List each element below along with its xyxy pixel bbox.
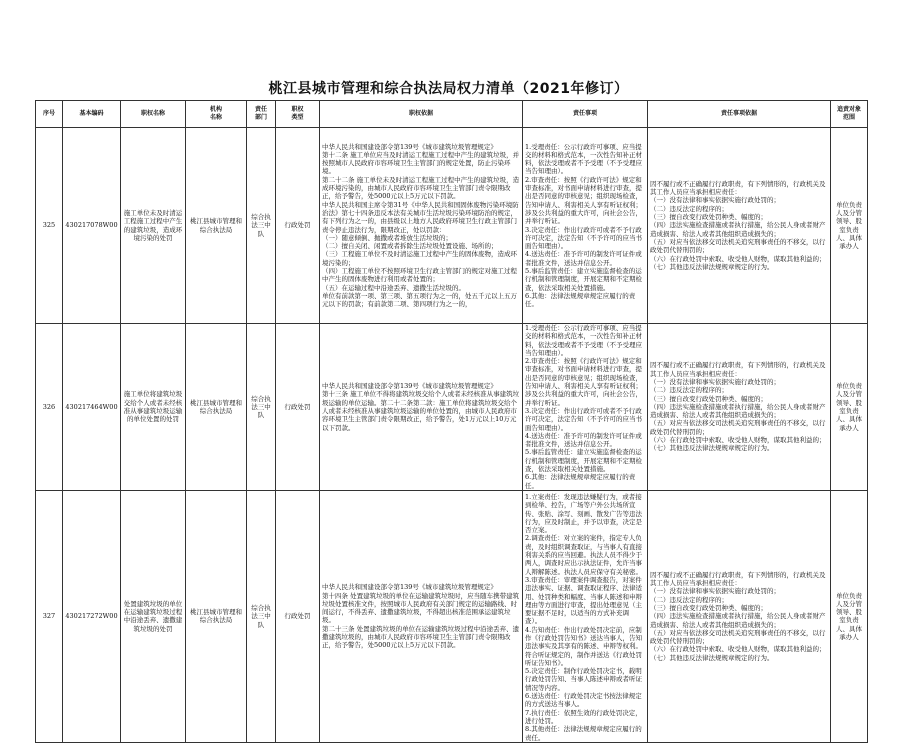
header-resp-basis: 责任事项依据	[648, 101, 831, 128]
row-no: 326	[36, 324, 63, 491]
header-scope: 追责对象 范围	[831, 101, 868, 128]
header-type: 职权 类型	[276, 101, 320, 128]
row-type: 行政处罚	[276, 324, 320, 491]
resp-basis-line: （二）违反法定的程序的；	[650, 595, 728, 604]
resp-basis-line: （四）违法实施检查措施或者执行措施，给公民人身或者财产造成损害、给法人或者其他组织造成损失的；	[650, 612, 826, 629]
row-no: 327	[36, 490, 63, 742]
resp-line: 6.送达责任：行政处罚决定书按法律规定的方式送达当事人。	[525, 692, 642, 709]
resp-line: 4.送达责任：准予许可的制发许可证件或者批准文件，送达并信息公开。	[525, 431, 642, 449]
row-scope: 单位负责人及分管领导、股室负责人、具体承办人	[831, 490, 868, 742]
row-resp-basis	[648, 490, 831, 742]
basis-line: （三）工程施工单位不及时清运施工过程中产生的固体废物，造成环境污染的；	[322, 250, 517, 267]
row-resp-basis	[648, 128, 831, 324]
header-name: 职权名称	[121, 101, 186, 128]
row-org: 桃江县城市管理和综合执法局	[186, 490, 247, 742]
resp-basis-line: 因不履行或不正确履行行政职责，有下列情形的，行政机关及其工作人员应当承担相应责任：	[650, 361, 826, 378]
basis-line: 第十三条 施工单位不得将建筑垃圾交给个人或者未经核准从事建筑垃圾运输的单位运输。第二十二条第二款：施工单位将建筑垃圾交给个人或者未经核准从事建筑垃圾运输的单位处置的，由城市人民政府市容环境卫生主管部门责令限期改正，给予警告，处1万元以上10万元以下罚款。	[322, 390, 520, 432]
table-row	[36, 490, 868, 742]
resp-basis-line: （七）其他违反法律法规规章规定的行为。	[650, 262, 774, 271]
row-scope: 单位负责人及分管领导、股室负责人、具体承办人	[831, 324, 868, 491]
resp-line: 3.决定责任：作出行政许可或者不予行政许可决定，法定告知（不予许可的应当书面告知理由）。	[525, 225, 642, 251]
resp-line: 2.审查责任：按照《行政许可法》规定和审查标准，对书面申请材料进行审查，提出是否同意的审核意见；组织现场检查，告知申请人、利害相关人享有听证权利；涉及公共利益的重大许可，向社会公告，并举行听证。	[525, 175, 642, 226]
basis-line: 第二十二条 施工单位未及时清运工程施工过程中产生的建筑垃圾，造成环境污染的，由城市人民政府市容环境卫生主管部门责令限期改正，给予警告，处5000元以上5万元以下罚款。	[322, 175, 520, 201]
resp-basis-line: （六）在行政处罚中索取、收受他人财物，谋取其他利益的；	[650, 645, 826, 654]
resp-basis-line: （一）没有法律和事实依据实施行政处罚的；	[650, 377, 780, 386]
row-org: 桃江县城市管理和综合执法局	[186, 128, 247, 324]
row-name: 施工单位未及时清运工程施工过程中产生的建筑垃圾，造成环境污染的处罚	[121, 128, 186, 324]
resp-line: 8.其他责任：法律法规规章规定应履行的责任。	[525, 725, 642, 742]
header-no: 序号	[36, 101, 63, 128]
basis-line: 第十二条 施工单位应当及时清运工程施工过程中产生的建筑垃圾，并按照城市人民政府市容环境卫生主管部门的规定处置，防止污染环境。	[322, 150, 520, 176]
resp-basis-line: （四）违法实施检查措施或者执行措施，给公民人身或者财产造成损害、给法人或者其他组织造成损失的；	[650, 221, 826, 238]
header-dept: 责任 部门	[247, 101, 276, 128]
resp-line: 7.执行责任：依照生效的行政处罚决定，进行处罚。	[525, 708, 642, 725]
resp-line: 3.决定责任：作出行政许可或者不予行政许可决定，法定告知（不予许可的应当书面告知理由）。	[525, 406, 642, 432]
resp-line: 4.送达责任：准予许可的制发许可证件或者批准文件，送达并信息公开。	[525, 250, 642, 267]
row-resp-basis	[648, 324, 831, 491]
row-code: 430217078W00	[63, 128, 121, 324]
basis-line: （一）随意倾倒、抛撒或者堆放生活垃圾的；	[322, 233, 452, 242]
basis-line: （四）工程施工单位不按照环境卫生行政主管部门的规定对施工过程中产生的固体废物进行利用或者处置的；	[322, 266, 517, 284]
page-title: 桃江县城市管理和综合执法局权力清单（2021年修订）	[268, 81, 629, 97]
basis-line: 中华人民共和国主席令第31号《中华人民共和国固体废物污染环境防治法》第七十四条违反本法有关城市生活垃圾污染环境防治的规定，有下列行为之一的，由县级以上地方人民政府环境卫生行政主管部门责令停止违法行为，限期改正，处以罚款：	[322, 200, 519, 234]
row-code: 430217272W00	[63, 490, 121, 742]
resp-basis-line: （一）没有法律和事实依据实施行政处罚的；	[650, 196, 780, 205]
basis-line: 中华人民共和国建设部令第139号《城市建筑垃圾管理规定》	[322, 142, 497, 151]
resp-basis-line: （四）违法实施检查措施或者执行措施，给公民人身或者财产造成损害、给法人或者其他组织造成损失的；	[650, 402, 826, 420]
row-dept: 综合执法三中队	[247, 490, 276, 742]
resp-line: 5.事后监管责任：建立实施监督检查的运行机制和管理制度，开展定期和不定期检查，依法采取相关处置措施。	[525, 448, 642, 474]
resp-line: 1.受理责任：公示行政许可事项、应当提交的材料和格式范本，一次性告知补正材料，依法受理或者不予受理（不予受理应当告知理由）。	[525, 324, 642, 357]
resp-line: 5.决定责任：制作行政处罚决定书，载明行政处罚告知、当事人陈述申辩或者听证情况等内容。	[525, 667, 642, 692]
row-type: 行政处罚	[276, 128, 320, 324]
header-org: 机构 名称	[186, 101, 247, 128]
resp-line: 4.告知责任：作出行政处罚决定前，应制作《行政处罚告知书》送达当事人，告知违法事实及其享有的陈述、申辩等权利。符合听证规定的，制作并送达《行政处罚听证告知书》。	[525, 625, 642, 667]
row-type: 行政处罚	[276, 490, 320, 742]
resp-basis-line: （三）擅自改变行政处罚种类、幅度的；	[650, 394, 767, 403]
resp-line: 2.调查责任：对立案的案件，指定专人负责，及时组织调查取证，与当事人有直接利害关系的应当回避。执法人员不得少于两人，调查时应出示执法证件，允许当事人辩解陈述。执法人员应保守有关秘密。	[525, 534, 642, 576]
resp-basis-line: （七）其他违反法律法规规章规定的行为。	[650, 653, 774, 662]
resp-line: 2.审查责任：按照《行政许可法》规定和审查标准，对书面申请材料进行审查，提出是否同意的审核意见；组织现场检查，告知申请人、利害相关人享有听证权利；涉及公共利益的重大许可，向社会公告，并举行听证。	[525, 357, 642, 407]
resp-line: 5.事后监管责任：建立实施监督检查的运行机制和管理制度，开展定期和不定期检查，依法采取相关处置措施。	[525, 266, 642, 292]
resp-basis-line: 因不履行或不正确履行行政职责，有下列情形的，行政机关及其工作人员应当承担相应责任：	[650, 570, 826, 588]
row-resp	[523, 490, 648, 742]
basis-line: 中华人民共和国建设部令第139号《城市建筑垃圾管理规定》	[322, 382, 497, 391]
row-code: 430217464W00	[63, 324, 121, 491]
resp-basis-line: （六）在行政处罚中索取、收受他人财物，谋取其他利益的；	[650, 254, 826, 263]
row-org: 桃江县城市管理和综合执法局	[186, 324, 247, 491]
basis-line: （二）擅自关闭、闲置或者拆除生活垃圾处置设施、场所的；	[322, 242, 498, 251]
row-no: 325	[36, 128, 63, 324]
row-scope: 单位负责人及分管领导、股室负责人、具体承办人	[831, 128, 868, 324]
basis-line: 单位有前款第一项、第三项、第五项行为之一的，处五千元以上五万元以下的罚款；有前款第二项、第四项行为之一的，	[322, 291, 517, 309]
resp-basis-line: 因不履行或不正确履行行政职责，有下列情形的，行政机关及其工作人员应当承担相应责任：	[650, 179, 826, 197]
resp-line: 1.立案责任：发现违法嫌疑行为，或者接到检举、控告，广场等户外公共场所宣传、张贴、涂写、刻画、散发广告等违法行为，应及时制止，并予以审查，决定是否立案。	[525, 492, 642, 535]
resp-line: 6.其他：法律法规规章规定应履行的责任。	[525, 473, 636, 490]
table-row	[36, 128, 868, 324]
row-basis	[320, 324, 523, 491]
basis-line: （五）在运输过程中沿途丢弃、遗撒生活垃圾的。	[322, 283, 465, 292]
resp-line: 3.审查责任：审理案件调查报告，对案件违法事实、证据、调查取证程序、法律适用、处罚种类和幅度、当事人陈述和申辩理由等方面进行审查，提出处理意见（主要证据不足时，以适当的方式补充调查）。	[525, 575, 642, 626]
basis-line: 第二十三条 处置建筑垃圾的单位在运输建筑垃圾过程中沿途丢弃、遗撒建筑垃圾的，由城市人民政府市容环境卫生主管部门责令限期改正，给予警告，处5000元以上5万元以下罚款。	[322, 624, 520, 650]
basis-line: 第十四条 处置建筑垃圾的单位在运输建筑垃圾时，应当随车携带建筑垃圾处置核准文件，按照城市人民政府有关部门规定的运输路线、时间运行，不得丢弃、遗撒建筑垃圾，不得超出核准范围承运建筑垃圾。	[322, 591, 520, 625]
resp-basis-line: （二）违反法定的程序的；	[650, 204, 728, 213]
header-basis: 职权依据	[320, 101, 523, 128]
resp-basis-line: （六）在行政处罚中索取、收受他人财物，谋取其他利益的；	[650, 436, 826, 444]
table-header-row	[36, 101, 868, 128]
row-basis	[320, 490, 523, 742]
row-resp	[523, 128, 648, 324]
basis-line: 中华人民共和国建设部令第139号《城市建筑垃圾管理规定》	[322, 583, 497, 592]
resp-line: 6.其他：法律法规规章规定应履行的责任。	[525, 291, 636, 309]
row-basis	[320, 128, 523, 324]
row-name: 施工单位将建筑垃圾交给个人或者未经核准从事建筑垃圾运输的单位处置的处罚	[121, 324, 186, 491]
power-list-table	[35, 100, 868, 743]
resp-basis-line: （五）对应当依法移交司法机关追究刑事责任的不移交，以行政处罚代替刑罚的；	[650, 628, 826, 646]
row-dept: 综合执法三中队	[247, 128, 276, 324]
resp-line: 1.受理责任：公示行政许可事项、应当提交的材料和格式范本，一次性告知补正材料，依法受理或者不予受理（不予受理应当告知理由）。	[525, 142, 642, 176]
resp-basis-line: （三）擅自改变行政处罚种类、幅度的；	[650, 603, 767, 612]
resp-basis-line: （五）对应当依法移交司法机关追究刑事责任的不移交，以行政处罚代替刑罚的；	[650, 237, 826, 255]
row-name: 处置建筑垃圾的单位在运输建筑垃圾过程中沿途丢弃、遗撒建筑垃圾的处罚	[121, 490, 186, 742]
resp-basis-line: （三）擅自改变行政处罚种类、幅度的；	[650, 213, 767, 222]
row-dept: 综合执法三中队	[247, 324, 276, 491]
resp-basis-line: （七）其他违反法律法规规章规定的行为。	[650, 444, 774, 453]
table-row	[36, 324, 868, 491]
resp-basis-line: （五）对应当依法移交司法机关追究刑事责任的不移交，以行政处罚代替刑罚的；	[650, 419, 826, 436]
header-resp: 责任事项	[523, 101, 648, 128]
resp-basis-line: （一）没有法律和事实依据实施行政处罚的；	[650, 587, 780, 596]
resp-basis-line: （二）违反法定的程序的；	[650, 386, 728, 395]
row-resp	[523, 324, 648, 491]
header-code: 基本编码	[63, 101, 121, 128]
